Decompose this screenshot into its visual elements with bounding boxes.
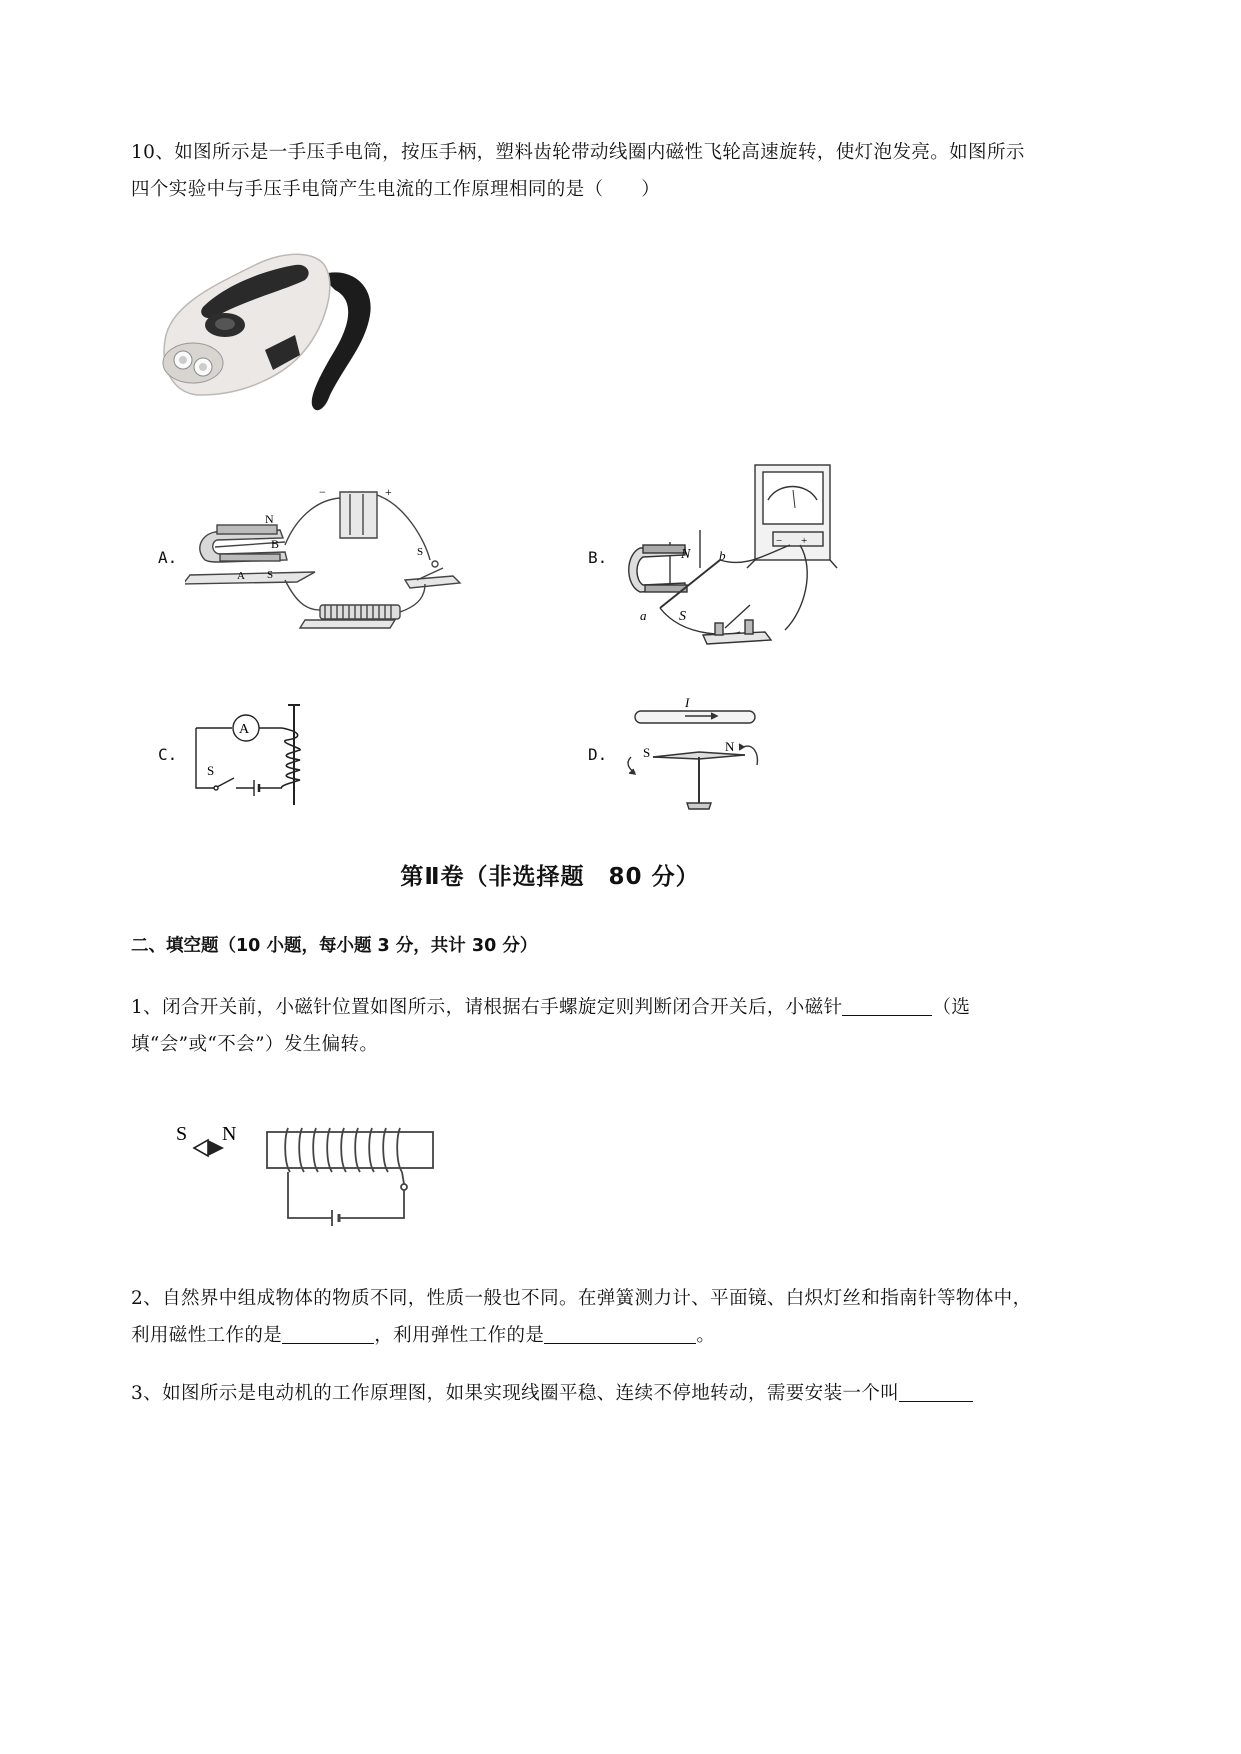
- figB-plus-label: +: [801, 535, 808, 547]
- option-c-label: C.: [158, 745, 178, 764]
- figD-current-label: I: [685, 695, 690, 710]
- figD-s-label: S: [643, 745, 651, 760]
- flashlight-figure: [155, 245, 385, 420]
- figB-a-label: a: [640, 608, 647, 623]
- figB-n-label: N: [681, 547, 691, 562]
- option-b-label: B.: [588, 548, 608, 567]
- q2-stem: [131, 1280, 1036, 1354]
- section-2-title: 第Ⅱ卷（非选择题 80 分）: [400, 864, 700, 890]
- figB-b-label: b: [719, 548, 726, 563]
- q1-answer-blank[interactable]: [842, 993, 932, 1016]
- q3-answer-blank[interactable]: [899, 1379, 973, 1402]
- option-a-label: A.: [158, 548, 178, 567]
- option-c-figure: [192, 700, 312, 810]
- option-d-figure: [615, 695, 765, 820]
- solenoid-figure: [172, 1118, 442, 1238]
- q2-text-middle: ，利用弹性工作的是: [374, 1325, 545, 1346]
- figD-n-label: N: [725, 739, 735, 754]
- q1-text-before: 1、闭合开关前，小磁针位置如图所示，请根据右手螺旋定则判断闭合开关后，小磁针: [131, 997, 843, 1018]
- q3-stem: [131, 1375, 1036, 1412]
- figB-minus-label: −: [776, 535, 783, 547]
- q1-s-label: S: [176, 1123, 188, 1145]
- q2-text-before: 2、自然界中组成物体的物质不同，性质一般也不同。在弹簧测力计、平面镜、白炽灯丝和指南针等物体中，利用磁性工作的是: [131, 1288, 1032, 1346]
- figC-switch-label: S: [207, 763, 215, 778]
- figB-s-label: S: [679, 609, 686, 624]
- figA-s-label: S: [267, 569, 274, 581]
- figA-b-label: B: [271, 537, 280, 551]
- figA-switch-label: S: [417, 546, 424, 558]
- option-b-figure: [615, 460, 845, 660]
- q1-text-after: （选填“会”或“不会”）发生偏转。: [131, 997, 971, 1055]
- fill-in-subtitle: 二、填空题（10 小题，每小题 3 分，共计 30 分）: [131, 936, 538, 956]
- figA-a-label: A: [237, 570, 245, 582]
- q3-text-before: 3、如图所示是电动机的工作原理图，如果实现线圈平稳、连续不停地转动，需要安装一个叫: [131, 1383, 900, 1404]
- figA-n-label: N: [265, 512, 274, 526]
- q2-magnetism-blank[interactable]: [282, 1321, 374, 1344]
- option-a-figure: [185, 480, 475, 645]
- q2-text-after: 。: [696, 1325, 716, 1346]
- figA-plus-label: +: [385, 485, 392, 499]
- q10-stem: 10、如图所示是一手压手电筒，按压手柄，塑料齿轮带动线圈内磁性飞轮高速旋转，使灯泡发亮。如图所示四个实验中与手压手电筒产生电流的工作原理相同的是（ ）: [131, 142, 1025, 200]
- figC-ammeter-label: A: [239, 722, 250, 737]
- q1-n-label: N: [222, 1123, 237, 1145]
- figA-minus-label: −: [319, 485, 326, 499]
- q2-elasticity-blank[interactable]: [544, 1321, 696, 1344]
- option-d-label: D.: [588, 745, 608, 764]
- q1-stem: [131, 989, 1036, 1063]
